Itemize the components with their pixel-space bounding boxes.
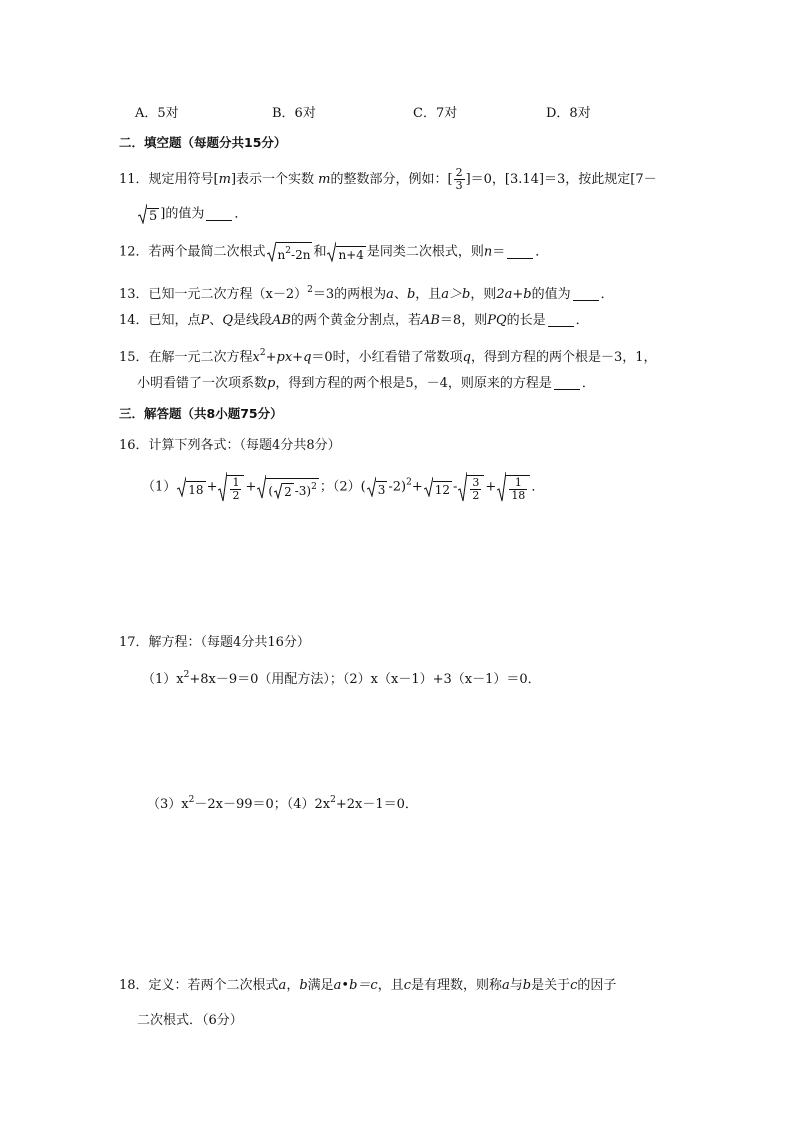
question-13	[119, 280, 614, 305]
question-18-line1: 18．定义：若两个二次根式a，b满足a•b＝c，且c是有理数，则称a与b是关于c的因子	[119, 978, 617, 993]
q15-text: 15．在解一元二次方程	[119, 350, 253, 365]
question-12	[119, 242, 548, 263]
question-17-title: 17．解方程：（每题4分共16分）	[119, 635, 310, 650]
q16-op: -	[453, 479, 458, 495]
q15-var: q	[462, 350, 471, 365]
section-fill-in-title: 二．填空题（每题分共15分）	[119, 135, 287, 150]
q12-text: ．	[535, 244, 549, 260]
q12-var: n	[483, 244, 493, 260]
question-11-line2	[137, 204, 247, 225]
option-a: A．5对	[135, 106, 179, 121]
question-11-line1	[119, 167, 657, 192]
q11-var: m	[218, 172, 231, 187]
q14-var: Q	[222, 313, 233, 328]
q11-fraction: $\frac{2}{3}$	[455, 166, 463, 192]
q15-text: ．	[581, 376, 595, 391]
q11-text: ]的值为	[160, 206, 205, 222]
answer-blank[interactable]	[206, 207, 232, 221]
question-15-line1	[119, 343, 657, 368]
q13-var: a＞b	[441, 287, 471, 302]
answer-blank[interactable]	[573, 287, 599, 301]
section-solve-title: 三．解答题（共8小题75分）	[119, 406, 283, 421]
q12-text: ＝	[492, 244, 506, 260]
q13-text: ，则	[470, 287, 497, 302]
q13-sup: 2	[307, 285, 313, 295]
q16-op: -2	[388, 479, 401, 495]
sqrt-radical: ( 2 -3)$^2$	[257, 475, 318, 499]
q11-text: 11．规定用符号[	[119, 172, 219, 187]
q13-var: a	[386, 287, 394, 302]
q12-text: 和	[313, 244, 327, 260]
q11-text: 的整数部分，例如：[	[330, 172, 453, 187]
q13-text: 、	[393, 287, 407, 302]
question-17-line1: $(1)x^2+8x-9=0$（用配方法）；（2）x（x－1）+3（x－1）＝0．	[142, 670, 541, 687]
answer-blank[interactable]	[507, 245, 533, 259]
q15-var: x	[252, 350, 260, 365]
q16-op: +	[245, 479, 257, 495]
question-17-line2: $(3)x^2-2x-99=0$；$(4)2x^2+2x-1=0$．	[147, 795, 418, 812]
q13-text: ＝3的两根为	[312, 287, 387, 302]
q14-var: PQ	[487, 313, 507, 328]
sqrt-radical: $\frac{1}{2}$	[218, 472, 244, 502]
question-15-line2	[137, 374, 595, 394]
q16-sup: 2	[406, 477, 412, 488]
q16-label: （1）	[142, 479, 177, 495]
q13-var: b	[406, 287, 416, 302]
option-d: D．8对	[546, 106, 591, 121]
q13-text: ．	[600, 287, 614, 302]
q14-var: AB	[272, 313, 291, 328]
q14-var: P	[200, 313, 210, 328]
q16-text: ；（2）	[319, 479, 361, 495]
q11-var: m	[318, 172, 331, 187]
q14-text: ＝8，则	[439, 313, 488, 328]
answer-blank[interactable]	[554, 376, 580, 390]
q16-op: +	[206, 479, 218, 495]
question-16-expressions: （1） 18 + $\frac{1}{2}$ + ( 2 -3)$^2$ ；（2）( 3 -2)$^2$+ 12 - $\frac{3}{2}$ + $\frac{1}{18}$ ．	[142, 472, 544, 502]
question-18-line2: 二次根式．（6分）	[137, 1013, 243, 1028]
sqrt-radical: 12	[424, 477, 452, 497]
option-c: C．7对	[413, 106, 458, 121]
q12-text: 是同类二次根式，则	[366, 244, 484, 260]
sqrt-radical: 5	[138, 204, 159, 224]
q15-text: ＝0时，小红看错了常数项	[311, 350, 463, 365]
q14-text: 14．已知，点	[119, 313, 201, 328]
question-14	[119, 311, 589, 331]
q13-var: 2a+b	[496, 287, 532, 302]
q15-sup: 2	[259, 348, 266, 358]
q16-text: ．	[531, 479, 545, 495]
q16-op: +	[485, 479, 497, 495]
q14-text: 、	[209, 313, 223, 328]
q15-text: ，得到方程的两个根是－3，1，	[471, 350, 657, 365]
q13-text: 13．已知一元二次方程（x－2）	[119, 287, 308, 302]
q15-text: 小明看错了一次项系数	[137, 376, 268, 391]
sqrt-radical: $n^2-2n$	[267, 242, 313, 262]
q14-text: 的两个黄金分割点，若	[290, 313, 421, 328]
sqrt-radical: $\frac{3}{2}$	[458, 472, 484, 502]
sqrt-radical: 18	[177, 477, 205, 497]
q11-text: ]表示一个实数	[230, 172, 315, 187]
sqrt-radical: n+4	[327, 242, 365, 262]
question-16-title: 16．计算下列各式：（每题4分共8分）	[119, 438, 341, 453]
answer-blank[interactable]	[548, 313, 574, 327]
q14-text: ．	[575, 313, 589, 328]
q12-text: 12．若两个最简二次根式	[119, 244, 266, 260]
q15-text: ，得到方程的两个根是5，－4，则原来的方程是	[275, 376, 552, 391]
option-b: B．6对	[272, 106, 316, 121]
q16-op: +	[411, 479, 423, 495]
q11-text: ]＝0，[3.14]＝3，按此规定[7－	[465, 172, 657, 187]
sqrt-radical: 3	[367, 477, 388, 497]
q11-text: ．	[234, 206, 248, 222]
sqrt-radical: $\frac{1}{18}$	[497, 472, 530, 502]
q13-text: ，且	[415, 287, 442, 302]
q14-text: 是线段	[232, 313, 272, 328]
q15-var: p	[267, 376, 276, 391]
q15-var: +px+q	[265, 350, 312, 365]
q13-text: 的值为	[531, 287, 571, 302]
q14-text: 的长是	[506, 313, 546, 328]
q14-var: AB	[420, 313, 440, 328]
